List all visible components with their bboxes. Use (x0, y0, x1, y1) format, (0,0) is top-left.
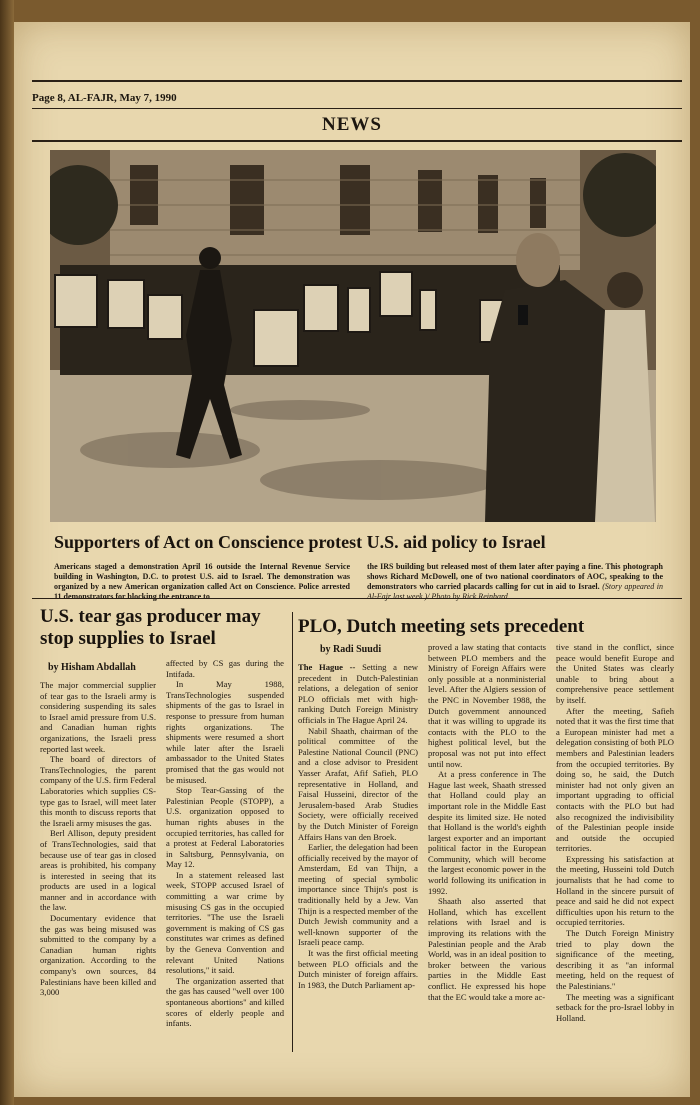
folio-rule (32, 108, 682, 109)
newspaper-page (14, 22, 690, 1097)
paragraph: Shaath also asserted that Holland, which has excellent relations with Israel and is improving its relations with the Palestinian people and the Arab World, was in an ideal position to broker between the various parties in the Middle East conflict. He expressed his hope that the EC would take a more ac- (428, 896, 546, 1002)
story2-column-2 (428, 642, 546, 1002)
paragraph: The meeting was a significant setback for the pro-Israel lobby in Holland. (556, 991, 674, 1023)
story2-byline: by Radi Suudi (320, 644, 382, 655)
book-spine (0, 0, 14, 1105)
photo-caption-headline: Supporters of Act on Conscience protest U.S. aid policy to Israel (54, 532, 546, 552)
photo-credit: (Story appeared in Al-Fajr last week.)/ Photo by Rick Reinhard (367, 582, 664, 601)
paragraph: affected by CS gas during the Intifada. (166, 658, 284, 679)
paragraph: In a statement released last week, STOPP accused Israel of committing a war crime by misusing CS gas in the occupied territories. "The use the Israeli government is making of CS gas constitutes war crimes as defined by the Geneva Convention and relevant United Nations resolutions," it said. (166, 869, 284, 976)
paragraph: tive stand in the conflict, since peace would benefit Europe and the United States was clearly unable to bring about a comprehensive peace settlement by itself. (556, 642, 674, 705)
story1-byline: by Hisham Abdallah (48, 662, 136, 673)
story1-column-2 (166, 658, 284, 1029)
photo-caption-left: Americans staged a demonstration April 16 outside the Internal Revenue Service building in Washington, D.C. to protest U.S. aid to Israel. The demonstration was organized by a new American organization called Act on Conscience. Police arrested 11 demonstrators for blocking the entrance to (54, 562, 350, 601)
paragraph: The board of directors of TransTechnologies, the parent company of the U.S. firm Federal Laboratories which supplies CS-type gas to Israel, will meet later this month to discuss reports that the Israeli army misuses the gas. (40, 754, 156, 828)
paragraph: It was the first official meeting between PLO officials and the Dutch minister of foreign affairs. In 1983, the Dutch Parliament ap- (298, 948, 418, 990)
column-divider (292, 612, 293, 1052)
paragraph (298, 662, 418, 726)
story2-column-3 (556, 642, 674, 1023)
page-folio: Page 8, AL-FAJR, May 7, 1990 (32, 92, 177, 104)
protest-photograph (50, 150, 656, 522)
paragraph: After the meeting, Safieh noted that it was the first time that a European minister had met a delegation consisting of both PLO members and Palestinian leaders from the occupied territories. By doing so, he said, the Dutch minister had not only given an important upgrading to official contacts with the PLO but had also recognized the indivisibility of the Palestinian people inside and outside the occupied territories. (556, 705, 674, 854)
paragraph: Berl Allison, deputy president of TransTechnologies, said that because use of tear gas in closed areas is prohibited, his company is interested in seeing that its products are used in a logical manner and in accordance with the law. (40, 828, 156, 913)
paragraph: Expressing his satisfaction at the meeting, Husseini told Dutch journalists that he had come to Holland in the sincere pursuit of peace and said he did not expect difficulties upon his return to the occupied territories. (556, 853, 674, 928)
photo-caption-right-text: the IRS building but released most of them later after paying a fine. This photograph shows Richard McDowell, one of two national coordinators of AOC, speaking to the demonstrators who carried placards calling for cut in aid to Israel. (367, 562, 663, 591)
top-rule (32, 80, 682, 82)
paragraph-text: Setting a new precedent in Dutch-Palestinian relations, a delegation of senior PLO officials met with high-ranking Dutch Foreign Ministry officials in The Hague April 24. (298, 662, 418, 725)
paragraph: At a press conference in The Hague last week, Shaath stressed that Holland could play an important role in the Middle East despite its limited size. He noted that Holland is the world's eighth largest exporter and an important political factor in the European Community, which will become the largest economic power in the world following its unification in 1992. (428, 769, 546, 896)
story1-column-1 (40, 680, 156, 998)
photo-caption-right (367, 562, 663, 602)
story2-headline: PLO, Dutch meeting sets precedent (298, 616, 585, 637)
story1-headline: U.S. tear gas producer may stop supplies to Israel (40, 606, 261, 649)
caption-rule (32, 598, 682, 599)
story2-dateline: The Hague -- (298, 662, 356, 672)
paragraph: The organization asserted that the gas has caused "well over 100 spontaneous abortions" and killed scores of elderly people and infants. (166, 975, 284, 1029)
paragraph: The major commercial supplier of tear gas to the Israeli army is considering suspending its sales to Israel amid pressure from U.S. and Canadian human rights organizations, the Israeli press reported last week. (40, 680, 156, 754)
paragraph: Documentary evidence that the gas was being misused was submitted to the company by a Canadian human rights organization. According to the company's own sources, 84 Palestinians have been killed and 3,000 (40, 913, 156, 998)
section-title: NEWS (322, 114, 382, 135)
story2-column-1 (298, 662, 418, 990)
photo-illustration (50, 150, 656, 522)
paragraph: In May 1988, TransTechnologies suspended shipments of the gas to Israel in response to pressure from human rights organizations. The shipments were resumed a short while later after the Israeli ambassador to the United States promised that the gas would not be misused. (166, 679, 284, 785)
paragraph: proved a law stating that contacts between PLO members and the Ministry of Foreign Affairs were only possible at a nonministerial level. After the Algiers session of the PNC in November 1988, the Dutch government announced that it was willing to upgrade its contacts with the PLO to the highest political level, but the proposal was not put into effect until now. (428, 642, 546, 769)
paragraph: Earlier, the delegation had been officially received by the mayor of Amsterdam, Ed van Thijn, a meeting of special symbolic importance since Thijn's post is traditionally held by a Jew. Van Thijn is a respected member of the Dutch Jewish community and a well-known supporter of the Israeli peace camp. (298, 842, 418, 948)
section-rule (32, 140, 682, 142)
paragraph: Nabil Shaath, chairman of the political committee of the Palestine National Council (PNC) and a close advisor to President Yasser Arafat, Afif Safieh, PLO representative in Holland, and Faisal Husseini, director of the Jerusalem-based Arab Studies Society, were officially received by the Dutch Minister of Foreign Affairs Hans van den Broek. (298, 725, 418, 842)
paragraph: Stop Tear-Gassing of the Palestinian People (STOPP), a U.S. organization opposed to human rights abuses in the occupied territories, has called for a protest at Federal Laboratories in Saltsburg, Pennsylvania, on May 12. (166, 785, 284, 870)
paragraph: The Dutch Foreign Ministry tried to play down the significance of the meeting, describing it as "an informal meeting, held on the request of the Palestinians." (556, 928, 674, 991)
